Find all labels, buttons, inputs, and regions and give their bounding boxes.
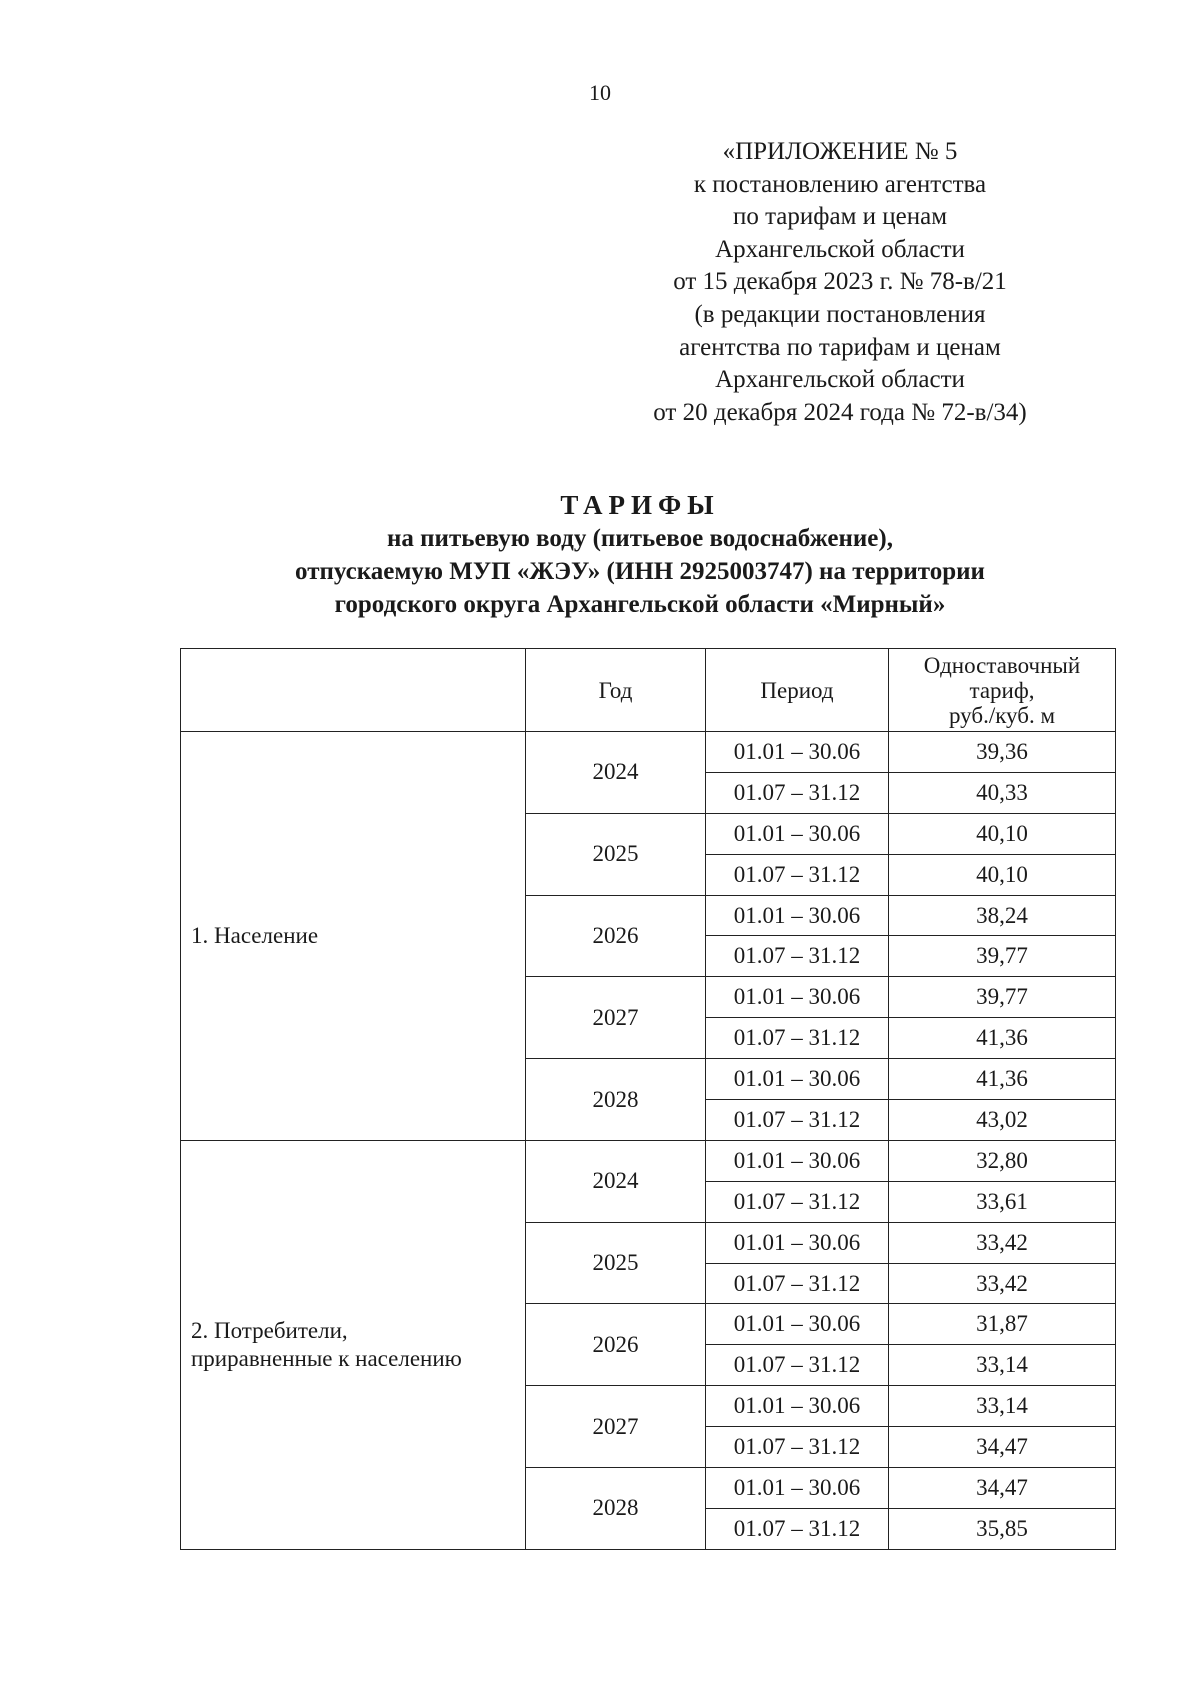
- tariff-cell: 33,42: [889, 1222, 1116, 1263]
- tariff-cell: 41,36: [889, 1018, 1116, 1059]
- table-body: [181, 732, 1116, 1550]
- period-cell: 01.07 – 31.12: [706, 1181, 889, 1222]
- title-line: городского округа Архангельской области «Мирный»: [334, 591, 946, 618]
- header-tariff: [889, 649, 1116, 732]
- tariff-cell: 33,14: [889, 1386, 1116, 1427]
- period-cell: 01.01 – 30.06: [706, 732, 889, 773]
- year-cell: 2026: [526, 1304, 706, 1386]
- header-tariff-line: руб./куб. м: [948, 702, 1056, 728]
- period-cell: 01.01 – 30.06: [706, 1222, 889, 1263]
- category-label-line: 2. Потребители,: [191, 1317, 348, 1343]
- year-cell: 2024: [526, 1140, 706, 1222]
- period-cell: 01.07 – 31.12: [706, 772, 889, 813]
- period-cell: 01.07 – 31.12: [706, 854, 889, 895]
- appendix-line: от 15 декабря 2023 г. № 78-в/21: [673, 268, 1007, 296]
- title-line: на питьевую воду (питьевое водоснабжение),: [387, 525, 893, 552]
- title-line: отпускаемую МУП «ЖЭУ» (ИНН 2925003747) на территории: [295, 558, 985, 585]
- appendix-line: «ПРИЛОЖЕНИЕ № 5: [722, 138, 958, 165]
- tariff-cell: 39,36: [889, 732, 1116, 773]
- period-cell: 01.01 – 30.06: [706, 813, 889, 854]
- category-cell: [181, 732, 526, 1141]
- period-cell: 01.01 – 30.06: [706, 1468, 889, 1509]
- appendix-line: агентства по тарифам и ценам: [679, 333, 1001, 361]
- year-cell: 2028: [526, 1468, 706, 1550]
- tariff-cell: 38,24: [889, 895, 1116, 936]
- period-cell: 01.01 – 30.06: [706, 977, 889, 1018]
- header-tariff-line: тариф,: [969, 677, 1035, 703]
- tariff-cell: 41,36: [889, 1059, 1116, 1100]
- period-cell: 01.07 – 31.12: [706, 1345, 889, 1386]
- period-cell: 01.07 – 31.12: [706, 1508, 889, 1549]
- tariff-cell: 33,42: [889, 1263, 1116, 1304]
- page-number: 10: [589, 80, 611, 105]
- appendix-line: Архангельской области: [715, 235, 965, 263]
- appendix-line: по тарифам и ценам: [732, 203, 948, 231]
- appendix-header: [610, 136, 1070, 429]
- title-main: ТАРИФЫ: [560, 490, 720, 520]
- year-cell: 2027: [526, 977, 706, 1059]
- period-cell: 01.01 – 30.06: [706, 1059, 889, 1100]
- tariff-cell: 32,80: [889, 1140, 1116, 1181]
- year-cell: 2025: [526, 813, 706, 895]
- tariff-cell: 33,14: [889, 1345, 1116, 1386]
- tariff-cell: 33,61: [889, 1181, 1116, 1222]
- tariff-cell: 34,47: [889, 1468, 1116, 1509]
- year-cell: 2025: [526, 1222, 706, 1304]
- period-cell: 01.01 – 30.06: [706, 1386, 889, 1427]
- tariff-cell: 40,10: [889, 813, 1116, 854]
- period-cell: 01.07 – 31.12: [706, 1018, 889, 1059]
- period-cell: 01.01 – 30.06: [706, 1304, 889, 1345]
- tariff-cell: 40,33: [889, 772, 1116, 813]
- table-row: [181, 732, 1116, 773]
- header-category: [181, 649, 526, 732]
- category-label-line: приравненные к населению: [191, 1345, 462, 1371]
- table-row: [181, 1140, 1116, 1181]
- header-tariff-line: Одноставочный: [923, 652, 1081, 678]
- header-period: Период: [706, 649, 889, 732]
- period-cell: 01.07 – 31.12: [706, 1263, 889, 1304]
- year-cell: 2024: [526, 732, 706, 814]
- period-cell: 01.01 – 30.06: [706, 895, 889, 936]
- document-title: [160, 488, 1120, 621]
- tariff-cell: 39,77: [889, 977, 1116, 1018]
- tariff-cell: 39,77: [889, 936, 1116, 977]
- period-cell: 01.07 – 31.12: [706, 1427, 889, 1468]
- tariff-cell: 40,10: [889, 854, 1116, 895]
- period-cell: 01.07 – 31.12: [706, 936, 889, 977]
- year-cell: 2028: [526, 1059, 706, 1141]
- header-year: Год: [526, 649, 706, 732]
- year-cell: 2027: [526, 1386, 706, 1468]
- tariff-cell: 34,47: [889, 1427, 1116, 1468]
- year-cell: 2026: [526, 895, 706, 977]
- period-cell: 01.07 – 31.12: [706, 1100, 889, 1141]
- tariff-cell: 43,02: [889, 1100, 1116, 1141]
- tariff-cell: 31,87: [889, 1304, 1116, 1345]
- period-cell: 01.01 – 30.06: [706, 1140, 889, 1181]
- table-header-row: [181, 649, 1116, 732]
- appendix-line: от 20 декабря 2024 года № 72-в/34): [653, 398, 1027, 426]
- category-cell: [181, 1140, 526, 1549]
- appendix-line: (в редакции постановления: [694, 300, 986, 328]
- tariff-cell: 35,85: [889, 1508, 1116, 1549]
- category-label-line: 1. Население: [191, 922, 319, 948]
- appendix-line: Архангельской области: [715, 366, 965, 394]
- tariff-table: [180, 648, 1116, 1550]
- appendix-line: к постановлению агентства: [693, 170, 987, 198]
